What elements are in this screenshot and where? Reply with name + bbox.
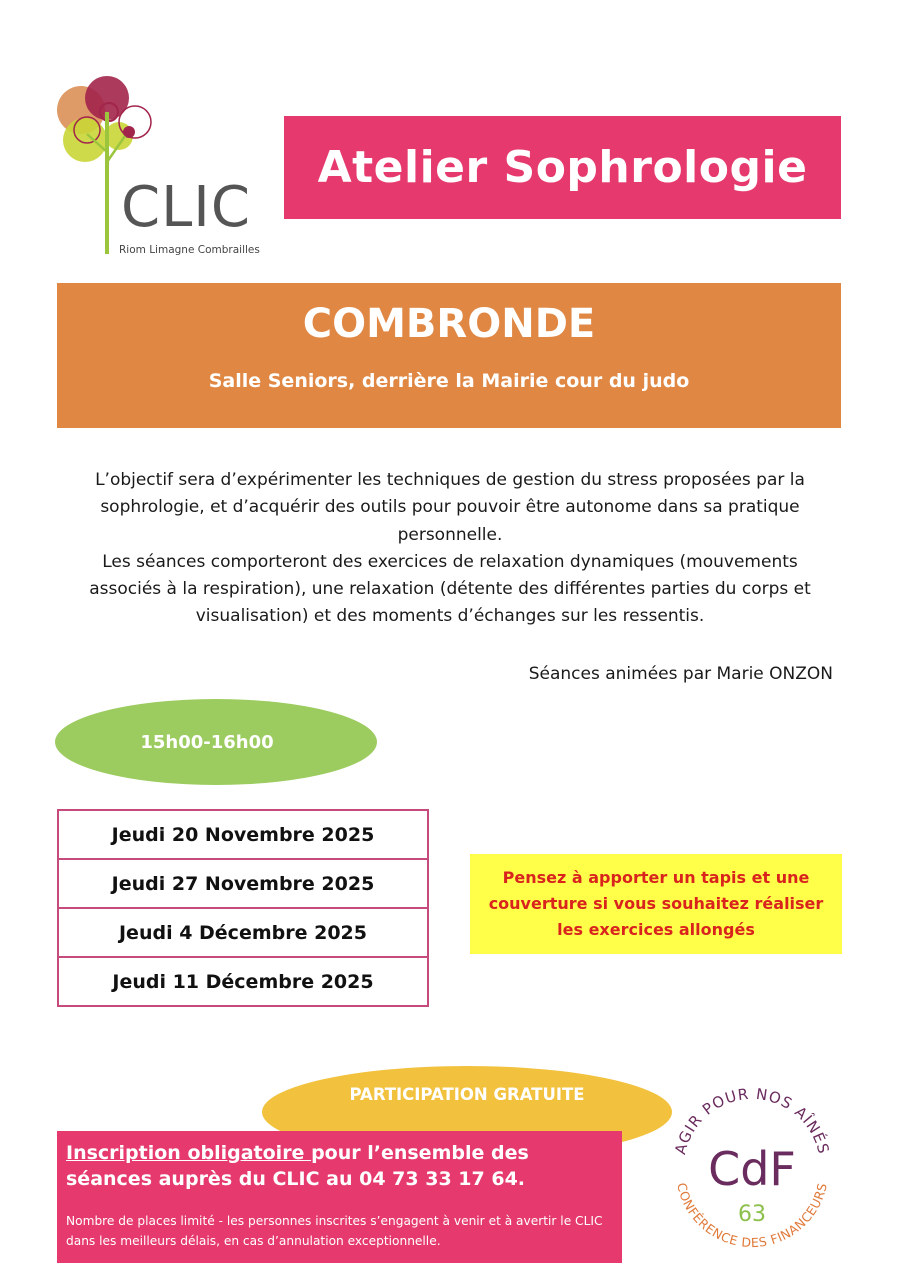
seal-top-text: AGIR POUR NOS AÎNÉS — [671, 1084, 833, 1157]
animator-credit: Séances animées par Marie ONZON — [528, 664, 833, 684]
dates-table — [57, 809, 429, 1007]
logo-name: CLIC — [121, 175, 251, 240]
date-row: Jeudi 11 Décembre 2025 — [112, 970, 374, 993]
page-title: Atelier Sophrologie — [317, 142, 808, 193]
seal-number: 63 — [738, 1202, 766, 1227]
equipment-note-text: Pensez à apporter un tapis et une couverture si vous souhaitez réaliser les exercices allongés — [488, 868, 824, 939]
inscription-note: Nombre de places limité - les personnes inscrites s’engagent à venir et à avertir le CLIC dans les meilleurs délais, en cas d’annulation exceptionnelle. — [66, 1214, 603, 1248]
title-banner — [284, 116, 841, 219]
inscription-details: pour l’ensemble des séances auprès du CLIC au 04 73 33 17 64. — [66, 1142, 529, 1190]
seal-bottom-text: CONFÉRENCE DES FINANCEURS — [674, 1181, 830, 1251]
participation-label: PARTICIPATION GRATUITE — [349, 1085, 585, 1104]
description — [70, 467, 830, 631]
description-paragraph-2: Les séances comporteront des exercices de relaxation dynamiques (mouvements associés à la respiration), une relaxation (détente des différentes parties du corps et visualisation) et des moments d’échanges sur les ressentis. — [89, 551, 811, 627]
location-place: Salle Seniors, derrière la Mairie cour du judo — [208, 370, 690, 392]
inscription-required: Inscription obligatoire — [66, 1142, 312, 1164]
seal-logo-text: CdF — [708, 1142, 796, 1196]
date-row: Jeudi 20 Novembre 2025 — [59, 811, 427, 860]
inscription-box — [57, 1131, 622, 1263]
time-label: 15h00-16h00 — [140, 731, 274, 753]
location-city: COMBRONDE — [302, 301, 596, 347]
inscription-text — [66, 1140, 616, 1192]
time-badge — [55, 699, 377, 785]
equipment-note — [470, 854, 842, 954]
date-row: Jeudi 27 Novembre 2025 — [59, 860, 427, 909]
logo-subtitle: Riom Limagne Combrailles — [119, 244, 260, 256]
cdf-seal-icon — [662, 1075, 842, 1255]
cdf-seal — [662, 1075, 842, 1255]
date-row: Jeudi 4 Décembre 2025 — [59, 909, 427, 958]
location-banner — [57, 283, 841, 428]
description-paragraph-1: L’objectif sera d’expérimenter les techniques de gestion du stress proposées par la sophrologie, et d’acquérir des outils pour pouvoir être autonome dans sa pratique personnelle. — [95, 470, 805, 545]
clic-logo — [55, 72, 260, 262]
